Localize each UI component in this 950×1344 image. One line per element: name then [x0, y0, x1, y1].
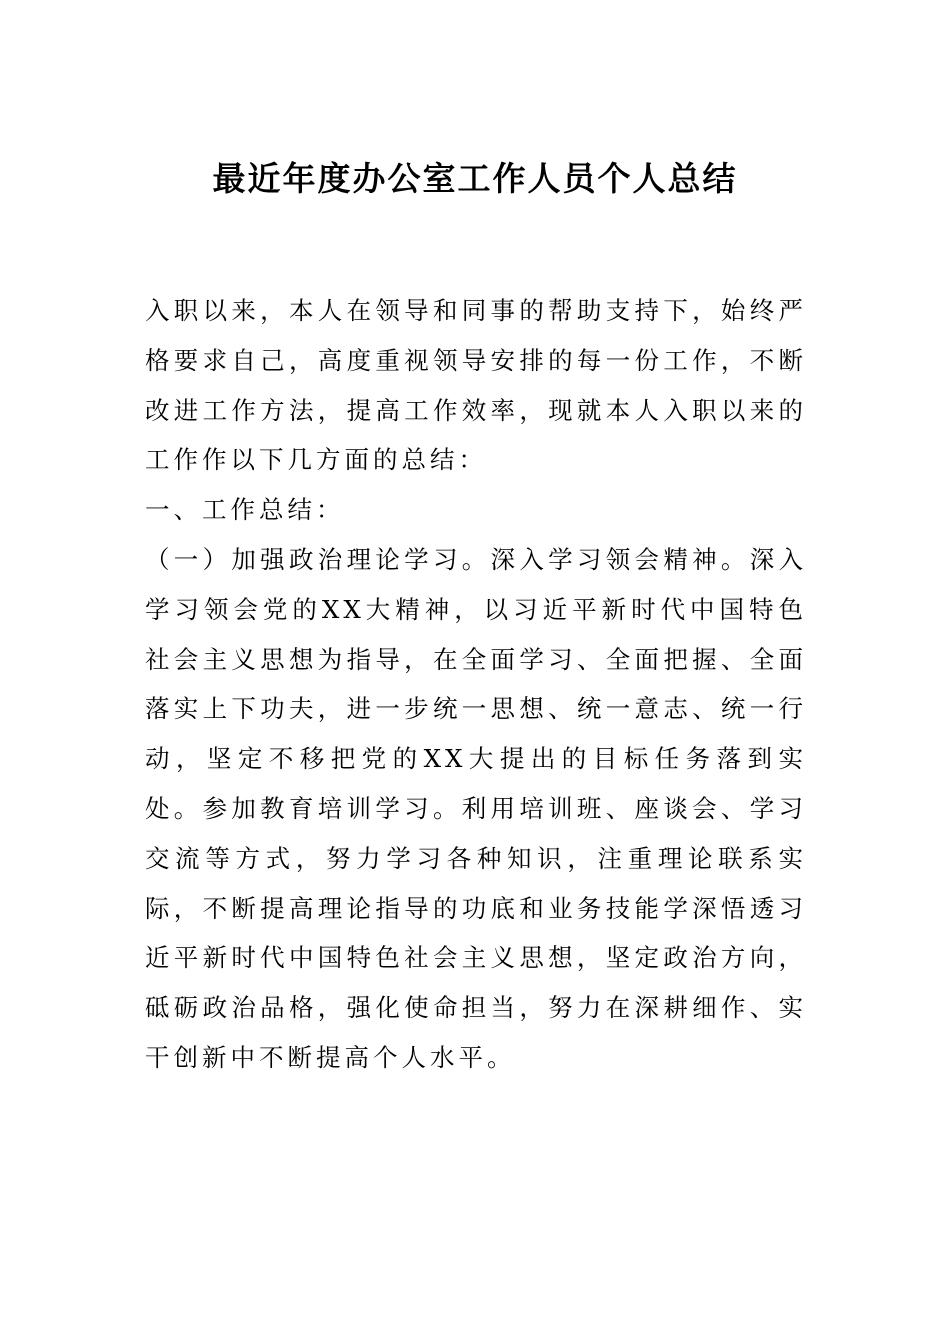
paragraph-intro: 入职以来，本人在领导和同事的帮助支持下，始终严格要求自己，高度重视领导安排的每一份工作，不断改进工作方法，提高工作效率，现就本人入职以来的工作作以下几方面的总结：	[145, 296, 807, 475]
paragraph-political-study: （一）加强政治理论学习。深入学习领会精神。深入学习领会党的XX大精神，以习近平新时代中国特色社会主义思想为指导，在全面学习、全面把握、全面落实上下功夫，进一步统一思想、统一意志、统一行动，坚定不移把党的XX大提出的目标任务落到实处。参加教育培训学习。利用培训班、座谈会、学习交流等方式，努力学习各种知识，注重理论联系实际，不断提高理论指导的功底和业务技能学深悟透习近平新时代中国特色社会主义思想，坚定政治方向，砥砺政治品格，强化使命担当，努力在深耕细作、实干创新中不断提高个人水平。	[145, 544, 807, 1072]
section-heading: 一、工作总结：	[145, 495, 345, 525]
document-title: 最近年度办公室工作人员个人总结	[212, 159, 738, 198]
document-body	[145, 286, 807, 1083]
